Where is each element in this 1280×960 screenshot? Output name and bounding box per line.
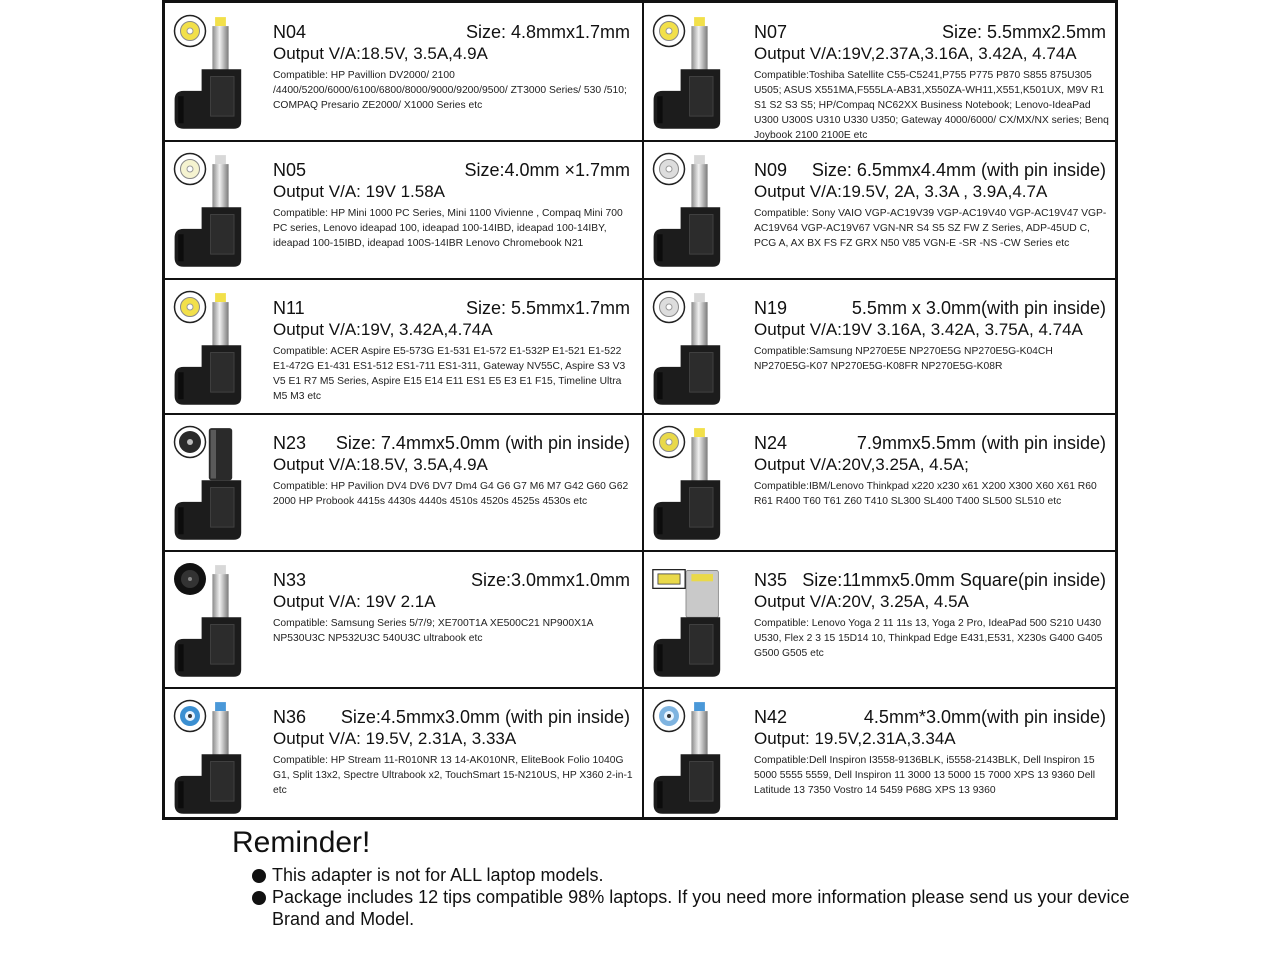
tip-code: N42	[754, 707, 788, 727]
tip-end-view-icon	[652, 152, 686, 186]
tip-cell-n35	[644, 552, 1118, 687]
tip-end-view-icon	[173, 699, 207, 733]
tip-code: N19	[754, 298, 788, 318]
tip-code: N11	[273, 298, 305, 318]
tip-output: Output V/A:18.5V, 3.5A,4.9A	[273, 44, 488, 63]
tip-end-view-icon	[652, 562, 686, 596]
tip-size: 7.9mmx5.5mm (with pin inside)	[856, 433, 1106, 453]
tip-output: Output V/A:18.5V, 3.5A,4.9A	[273, 455, 488, 474]
reminder-title: Reminder!	[232, 826, 371, 859]
tip-size: 5.5mm x 3.0mm(with pin inside)	[851, 298, 1106, 318]
adapter-tip-grid	[162, 0, 1118, 820]
tip-code: N24	[754, 433, 788, 453]
tip-compatible-models: Compatible:IBM/Lenovo Thinkpad x220 x230 x61 X200 X300 X60 X61 R60 R61 R400 T60 T61 Z60 T410 SL300 SL400 T400 SL500 SL510 etc	[754, 481, 1097, 507]
tip-compatible-models: Compatible:Samsung NP270E5E NP270E5G NP270E5G-K04CH NP270E5G-K07 NP270E5G-K08FR NP270E5G-K08R	[754, 346, 1053, 372]
tip-output: Output V/A:19.5V, 2A, 3.3A , 3.9A,4.7A	[754, 182, 1048, 201]
tip-size: Size: 5.5mmx2.5mm	[941, 22, 1106, 42]
tip-size: Size: 4.8mmx1.7mm	[465, 22, 630, 42]
tip-cell-n23	[165, 415, 642, 550]
tip-output: Output V/A: 19.5V, 2.31A, 3.33A	[273, 729, 517, 748]
tip-cell-n42	[644, 689, 1118, 819]
tip-output: Output: 19.5V,2.31A,3.34A	[754, 729, 956, 748]
tip-size: Size:4.0mm ×1.7mm	[464, 160, 630, 180]
tip-cell-n07	[644, 4, 1118, 140]
tip-size: Size:11mmx5.0mm Square(pin inside)	[802, 570, 1106, 590]
tip-compatible-models: Compatible: Samsung Series 5/7/9; XE700T1A XE500C21 NP900X1A NP530U3C NP532U3C 540U3C ultrabook etc	[273, 618, 593, 644]
tip-code: N09	[754, 160, 788, 180]
reminder-section	[232, 826, 1132, 930]
tip-code: N33	[273, 570, 307, 590]
tip-cell-n05	[165, 142, 642, 278]
tip-end-view-icon	[652, 699, 686, 733]
tip-output: Output V/A:20V, 3.25A, 4.5A	[754, 592, 969, 611]
tip-output: Output V/A:20V,3.25A, 4.5A;	[754, 455, 969, 474]
tip-end-view-icon	[173, 425, 207, 459]
tip-end-view-icon	[173, 290, 207, 324]
tip-size: Size: 5.5mmx1.7mm	[465, 298, 630, 318]
tip-end-view-icon	[652, 290, 686, 324]
reminder-note	[232, 886, 1132, 930]
tip-output: Output V/A:19V,2.37A,3.16A, 3.42A, 4.74A	[754, 44, 1077, 63]
tip-code: N35	[754, 570, 788, 590]
tip-compatible-models: Compatible: Sony VAIO VGP-AC19V39 VGP-AC19V40 VGP-AC19V47 VGP-AC19V64 VGP-AC19V67 VGN-NR S4 S5 SZ FW Z Series, ADP-45UD C, PCG A, AX BX FS FZ GRX N50 V85 VGN-E -SR -NS -CW Series etc	[754, 208, 1107, 249]
tip-output: Output V/A: 19V 1.58A	[273, 182, 446, 201]
tip-code: N07	[754, 22, 788, 42]
tip-cell-n36	[165, 689, 642, 819]
tip-size: Size: 6.5mmx4.4mm (with pin inside)	[811, 160, 1106, 180]
tip-end-view-icon	[173, 562, 207, 596]
tip-code: N36	[273, 707, 307, 727]
tip-cell-n04	[165, 4, 642, 140]
tip-cell-n09	[644, 142, 1118, 278]
tip-compatible-models: Compatible: ACER Aspire E5-573G E1-531 E1-572 E1-532P E1-521 E1-522 E1-472G E1-431 ES1-512 ES1-711 ES1-311, Gateway NV55C, Aspire S3 V3 V5 E1 R7 M5 Series, Aspire E15 E14 E11 ES1 E5 E3 E1 F15, Timeline Ultra M5 M3 etc	[273, 346, 626, 402]
tip-output: Output V/A:19V 3.16A, 3.42A, 3.75A, 4.74A	[754, 320, 1083, 339]
tip-compatible-models: Compatible:Toshiba Satellite C55-C5241,P755 P775 P870 S855 875U305 U505; ASUS X551MA,F555LA-AB31,X550ZA-WH11,X551,K501UX, M9V R1 S1 S2 S3 S5; HP/Compaq NC62XX Business Notebook; Lenovo-IdeaPad U300 U300S U310 U330 U350; Gateway 4000/6000/ CX/MX/NX series; Benq Joybook 2100 2100E etc	[754, 70, 1109, 140]
tip-end-view-icon	[173, 14, 207, 48]
tip-size: 4.5mm*3.0mm(with pin inside)	[863, 707, 1106, 727]
tip-compatible-models: Compatible: HP Mini 1000 PC Series, Mini 1100 Vivienne , Compaq Mini 700 PC series, Lenovo ideapad 100, ideapad 100-14IBD, ideapad 100-14IBY, ideapad 100-15IBD, ideapad 100S-14IBR Lenovo Chromebook N21	[273, 208, 623, 249]
tip-compatible-models: Compatible: HP Pavillion DV2000/ 2100 /4400/5200/6000/6100/6800/8000/9000/9200/9500/ ZT3000 Series/ 530 /510; COMPAQ Presario ZE2000/ X1000 Series etc	[273, 70, 627, 111]
reminder-note-text: Package includes 12 tips compatible 98% laptops. If you need more information please send us your device Brand and Model.	[272, 887, 1130, 929]
tip-cell-n19	[644, 280, 1118, 413]
bullet-icon	[252, 869, 266, 883]
tip-code: N04	[273, 22, 307, 42]
tip-output: Output V/A:19V, 3.42A,4.74A	[273, 320, 493, 339]
tip-compatible-models: Compatible: HP Stream 11-R010NR 13 14-AK010NR, EliteBook Folio 1040G G1, Split 13x2, Spectre Ultrabook x2, TouchSmart 15-N210US, HP X360 2-in-1 etc	[273, 755, 633, 796]
tip-compatible-models: Compatible:Dell Inspiron I3558-9136BLK, i5558-2143BLK, Dell Inspiron 15 5000 5555 5559, Dell Inspiron 11 3000 13 5000 15 7000 XPS 13 9360 Dell Latitude 13 7350 Vostro 14 5459 P68G XPS 13 9360	[754, 755, 1096, 796]
tip-cell-n24	[644, 415, 1118, 550]
tip-output: Output V/A: 19V 2.1A	[273, 592, 436, 611]
bullet-icon	[252, 891, 266, 905]
tip-cell-n33	[165, 552, 642, 687]
reminder-note	[232, 864, 1132, 886]
tip-compatible-models: Compatible: Lenovo Yoga 2 11 11s 13, Yoga 2 Pro, IdeaPad 500 S210 U430 U530, Flex 2 3 15 15D14 10, Thinkpad Edge E431,E531, X230s G400 G405 G500 G505 etc	[754, 618, 1103, 659]
tip-size: Size:4.5mmx3.0mm (with pin inside)	[340, 707, 630, 727]
tip-end-view-icon	[652, 14, 686, 48]
tip-compatible-models: Compatible: HP Pavilion DV4 DV6 DV7 Dm4 G4 G6 G7 M6 M7 G42 G60 G62 2000 HP Probook 4415s 4430s 4440s 4510s 4520s 4525s 4530s etc	[273, 481, 629, 507]
tip-size: Size: 7.4mmx5.0mm (with pin inside)	[335, 433, 630, 453]
tip-end-view-icon	[652, 425, 686, 459]
tip-end-view-icon	[173, 152, 207, 186]
reminder-note-text: This adapter is not for ALL laptop models.	[272, 865, 604, 885]
tip-code: N05	[273, 160, 307, 180]
tip-code: N23	[273, 433, 307, 453]
tip-cell-n11	[165, 280, 642, 413]
tip-size: Size:3.0mmx1.0mm	[470, 570, 630, 590]
